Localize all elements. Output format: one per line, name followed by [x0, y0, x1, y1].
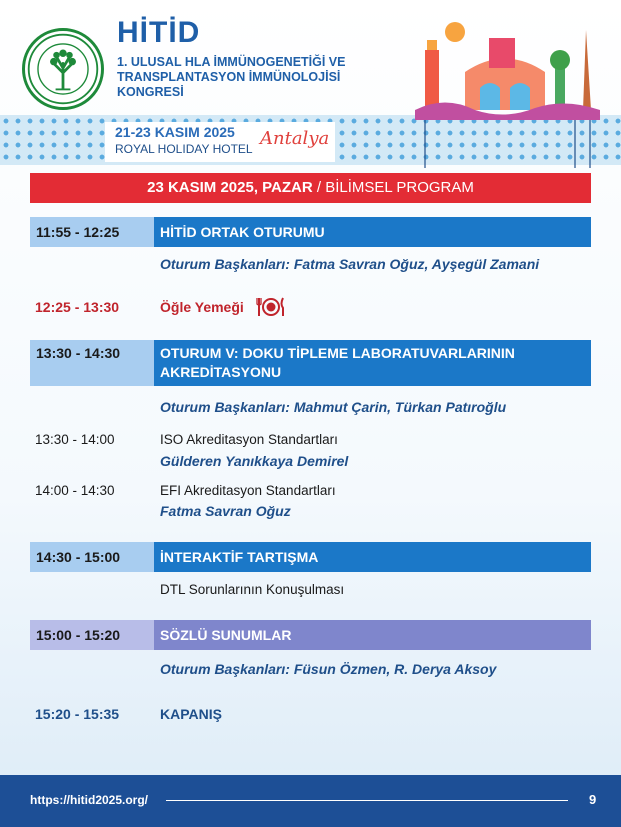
- day-title: 23 KASIM 2025, PAZAR: [147, 179, 313, 196]
- congress-hotel: ROYAL HOLIDAY HOTEL: [115, 142, 253, 156]
- session-chairs: Oturum Başkanları: Mahmut Çarin, Türkan Patıroğlu: [160, 399, 507, 415]
- congress-city: Antalya: [260, 128, 330, 149]
- congress-subtitle: 1. ULUSAL HLA İMMÜNOGENETİĞİ VE TRANSPLANTASYON İMMÜNOLOJİSİ KONGRESİ: [117, 55, 346, 99]
- talk-time: 14:00 - 14:30: [35, 483, 115, 498]
- session-title: İNTERAKTİF TARTIŞMA: [154, 542, 591, 572]
- session-time: 11:55 - 12:25: [30, 217, 154, 247]
- congress-title: HİTİD: [117, 16, 201, 49]
- session-time: 15:00 - 15:20: [30, 620, 154, 650]
- session-title: OTURUM V: DOKU TİPLEME LABORATUVARLARININ AKREDİTASYONU: [154, 340, 591, 386]
- plate-cutlery-icon: [256, 296, 286, 318]
- session-time: 14:30 - 15:00: [30, 542, 154, 572]
- session-title: SÖZLÜ SUNUMLAR: [154, 620, 591, 650]
- antalya-landmarks-illustration: [405, 10, 605, 168]
- congress-dates: 21-23 KASIM 2025: [115, 124, 235, 140]
- session-chairs: Oturum Başkanları: Füsun Özmen, R. Derya Aksoy: [160, 661, 497, 677]
- session-chairs: Oturum Başkanları: Fatma Savran Oğuz, Ayşegül Zamani: [160, 256, 540, 272]
- lunch-label: Öğle Yemeği: [160, 299, 244, 315]
- session-bar: [30, 340, 591, 386]
- session-bar: [30, 217, 591, 247]
- talk-title: EFI Akreditasyon Standartları: [160, 483, 336, 498]
- page-footer: [0, 775, 621, 827]
- day-title-bar: [30, 173, 591, 203]
- discussion-topic: DTL Sorunlarının Konuşulması: [160, 582, 345, 597]
- talk-title: ISO Akreditasyon Standartları: [160, 432, 338, 447]
- talk-speaker: Gülderen Yanıkkaya Demirel: [160, 453, 349, 469]
- talk-time: 13:30 - 14:00: [35, 432, 115, 447]
- session-bar: [30, 542, 591, 572]
- day-title-separator: /: [312, 179, 326, 196]
- program-title: BİLİMSEL PROGRAM: [325, 179, 474, 196]
- closing-label: KAPANIŞ: [160, 706, 222, 722]
- session-time: 13:30 - 14:30: [30, 340, 154, 386]
- congress-logo: [22, 28, 104, 110]
- closing-time: 15:20 - 15:35: [35, 706, 120, 722]
- page-number: 9: [589, 792, 597, 807]
- lunch-time: 12:25 - 13:30: [35, 299, 120, 315]
- talk-speaker: Fatma Savran Oğuz: [160, 503, 291, 519]
- page-header: [0, 0, 621, 170]
- session-title: HİTİD ORTAK OTURUMU: [154, 217, 591, 247]
- website-link[interactable]: https://hitid2025.org/: [30, 793, 149, 807]
- session-bar: [30, 620, 591, 650]
- footer-divider: [166, 800, 568, 801]
